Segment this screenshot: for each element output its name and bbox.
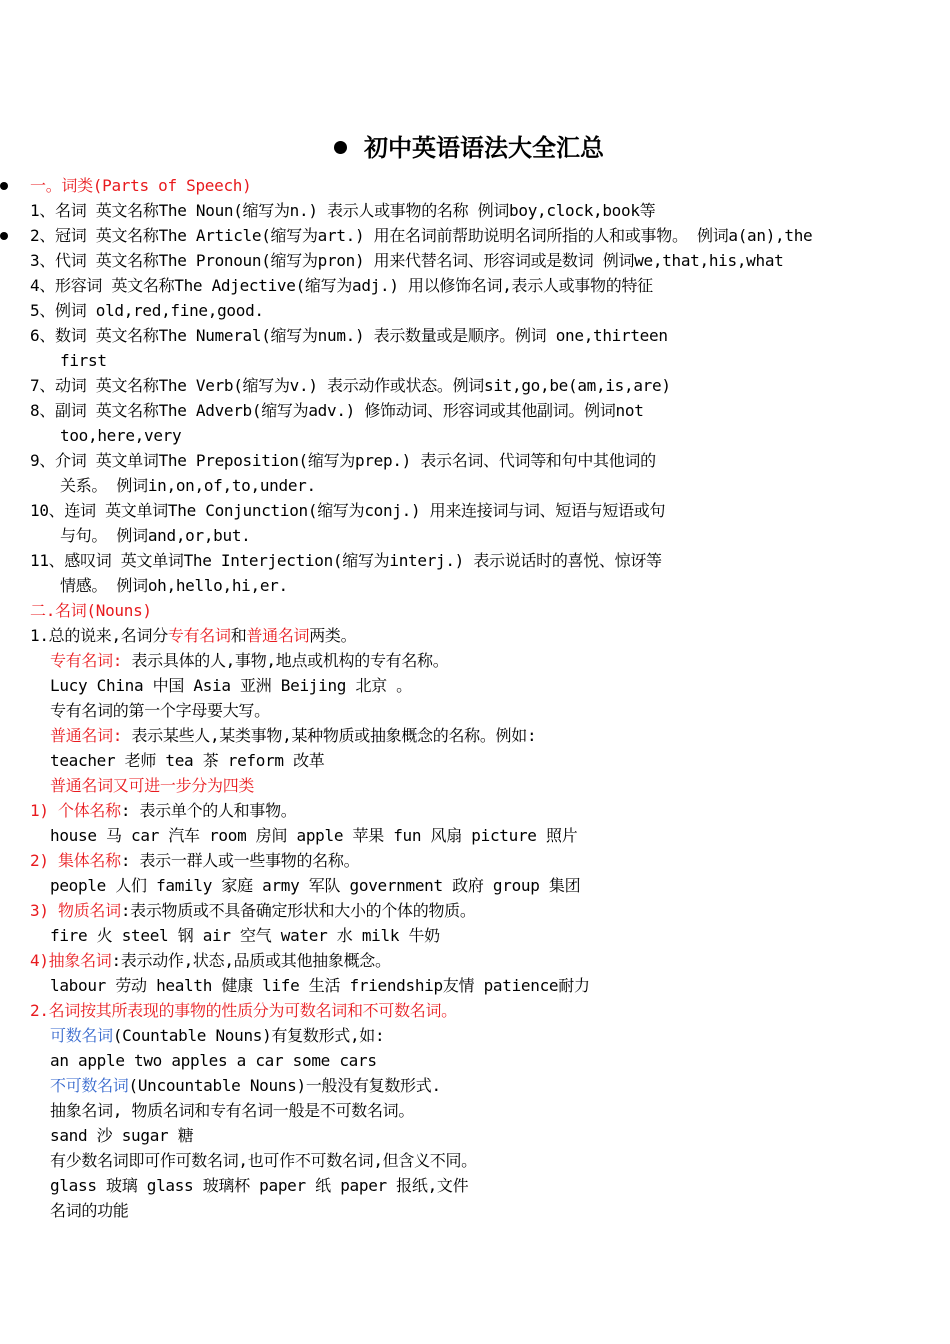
text-line (30, 549, 662, 573)
text-line (50, 1099, 414, 1123)
text-span: 不可数名词 (50, 1076, 129, 1095)
text-line (30, 449, 656, 473)
text-span: 2.名词按其所表现的事物的性质分为可数名词和不可数名词。 (30, 1001, 457, 1020)
text-line (30, 599, 152, 623)
text-span: 6、数词 英文名称The Numeral(缩写为num.) 表示数量或是顺序。例词 one,thirteen (30, 326, 668, 345)
text-span: 二.名词(Nouns) (30, 601, 152, 620)
text-span: sand 沙 sugar 糖 (50, 1126, 194, 1145)
text-span: Lucy China 中国 Asia 亚洲 Beijing 北京 。 (50, 676, 412, 695)
text-span: 8、副词 英文名称The Adverb(缩写为adv.) 修饰动词、形容词或其他副词。例词not (30, 401, 644, 420)
text-span: too,here,very (60, 426, 182, 445)
text-line (50, 724, 536, 748)
text-span: 专有名词: (50, 651, 123, 670)
text-span: 两类。 (309, 626, 357, 645)
text-line (30, 949, 391, 973)
text-line (50, 1049, 377, 1073)
text-span: 专有名词的第一个字母要大写。 (50, 701, 270, 720)
text-span: 3) 物质名词 (30, 901, 121, 920)
text-span: 和 (230, 626, 247, 645)
text-span: teacher 老师 tea 茶 reform 改革 (50, 751, 325, 770)
text-span: 2) 集体名称 (30, 851, 121, 870)
text-span: 普通名词又可进一步分为四类 (50, 776, 255, 795)
text-line (50, 824, 577, 848)
text-line (30, 849, 359, 873)
text-line (30, 999, 457, 1023)
text-span: 与句。 例词and,or,but. (60, 526, 251, 545)
text-line (30, 499, 665, 523)
text-line (50, 1174, 468, 1198)
text-span: 关系。 例词in,on,of,to,under. (60, 476, 316, 495)
text-line (60, 524, 251, 548)
text-span: (Countable Nouns)有复数形式,如: (112, 1026, 385, 1045)
text-span: 专有名词 (167, 626, 231, 645)
text-line (50, 699, 270, 723)
title-bullet-icon (334, 141, 347, 154)
text-span: 可数名词 (50, 1026, 113, 1045)
text-line (30, 274, 653, 298)
text-line (50, 924, 440, 948)
text-span: :表示动作,状态,品质或其他抽象概念。 (111, 951, 391, 970)
text-line (30, 324, 668, 348)
text-line (60, 349, 107, 373)
text-span: 情感。 例词oh,hello,hi,er. (60, 576, 288, 595)
text-span: 5、例词 old,red,fine,good. (30, 301, 264, 320)
text-span: :表示物质或不具备确定形状和大小的个体的物质。 (120, 901, 476, 920)
text-line (30, 299, 264, 323)
title-row (0, 133, 950, 165)
text-line (30, 399, 644, 423)
text-span: 普通名词: (50, 726, 123, 745)
text-span: 抽象名词, 物质名词和专有名词一般是不可数名词。 (50, 1101, 415, 1120)
text-line (50, 1124, 193, 1148)
text-span: labour 劳动 health 健康 life 生活 friendship友情 patience耐力 (50, 976, 590, 995)
text-span: 9、介词 英文单词The Preposition(缩写为prep.) 表示名词、代词等和句中其他词的 (30, 451, 656, 470)
text-span: 3、代词 英文名称The Pronoun(缩写为pron) 用来代替名词、形容词或是数词 例词we,that,his,what (30, 251, 784, 270)
text-span: 一。词类(Parts of Speech) (30, 176, 252, 195)
text-line (50, 1199, 129, 1223)
list-bullet-icon (0, 182, 8, 190)
text-line (30, 374, 671, 398)
text-line (50, 1149, 477, 1173)
text-span: 1) 个体名称 (30, 801, 121, 820)
text-line (50, 1074, 441, 1098)
text-span: house 马 car 汽车 room 房间 apple 苹果 fun 风扇 picture 照片 (50, 826, 578, 845)
text-line (50, 674, 412, 698)
text-span: 表示某些人,某类事物,某种物质或抽象概念的名称。例如: (122, 726, 537, 745)
text-line (60, 574, 288, 598)
text-span: 10、连词 英文单词The Conjunction(缩写为conj.) 用来连接词与词、短语与短语或句 (30, 501, 666, 520)
list-bullet-icon (0, 232, 8, 240)
text-line (50, 649, 448, 673)
text-line (30, 249, 784, 273)
text-line (50, 1024, 384, 1048)
text-line (30, 224, 812, 248)
text-span: 4、形容词 英文名称The Adjective(缩写为adj.) 用以修饰名词,表示人或事物的特征 (30, 276, 653, 295)
text-span: 11、感叹词 英文单词The Interjection(缩写为interj.) 表示说话时的喜悦、惊讶等 (30, 551, 662, 570)
page-title: 初中英语语法大全汇总 (364, 133, 604, 162)
text-line (30, 199, 655, 223)
text-span: 7、动词 英文名称The Verb(缩写为v.) 表示动作或状态。例词sit,go,be(am,is,are) (30, 376, 671, 395)
text-span: (Uncountable Nouns)一般没有复数形式. (128, 1076, 441, 1095)
text-span: people 人们 family 家庭 army 军队 government 政府 group 集团 (50, 876, 581, 895)
text-line (50, 874, 580, 898)
text-line (30, 799, 296, 823)
text-line (30, 174, 251, 198)
text-span: : 表示一群人或一些事物的名称。 (120, 851, 360, 870)
text-span: 普通名词 (246, 626, 310, 645)
text-span: 4)抽象名词 (30, 951, 112, 970)
text-span: 名词的功能 (50, 1201, 129, 1220)
text-line (30, 899, 476, 923)
text-span: 表示具体的人,事物,地点或机构的专有名称。 (122, 651, 449, 670)
text-span: 1、名词 英文名称The Noun(缩写为n.) 表示人或事物的名称 例词boy,clock,book等 (30, 201, 656, 220)
text-line (50, 749, 325, 773)
text-span: first (60, 351, 107, 370)
text-line (60, 424, 181, 448)
text-line (50, 974, 590, 998)
text-span: glass 玻璃 glass 玻璃杯 paper 纸 paper 报纸,文件 (50, 1176, 469, 1195)
text-line (60, 474, 316, 498)
text-line (30, 624, 356, 648)
text-span: 2、冠词 英文名称The Article(缩写为art.) 用在名词前帮助说明名词所指的人和或事物。 例词a(an),the (30, 226, 813, 245)
text-line (50, 774, 254, 798)
text-span: fire 火 steel 钢 air 空气 water 水 milk 牛奶 (50, 926, 440, 945)
text-span: an apple two apples a car some cars (50, 1051, 377, 1070)
text-span: 1.总的说来,名词分 (30, 626, 168, 645)
text-span: : 表示单个的人和事物。 (120, 801, 297, 820)
text-span: 有少数名词即可作可数名词,也可作不可数名词,但含义不同。 (50, 1151, 477, 1170)
